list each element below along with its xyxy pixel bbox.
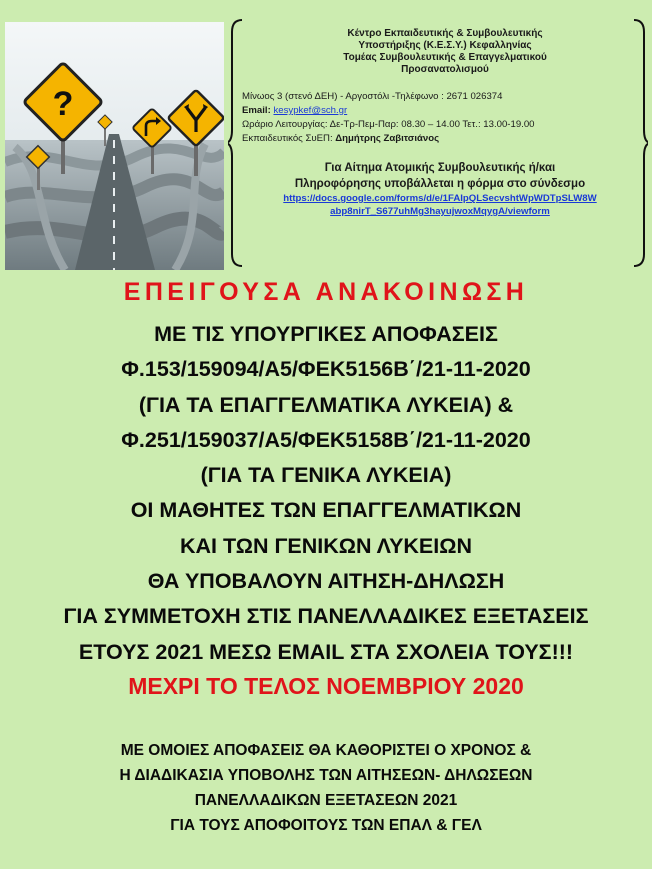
org-line: Υποστήριξης (Κ.Ε.Σ.Υ.) Κεφαλληνίας [358,40,532,51]
org-line: Προσανατολισμού [401,64,489,75]
address-line: Μίνωος 3 (στενό ΔΕΗ) - Αργοστόλι -Τηλέφωνο : 2671 026374 [242,91,503,102]
announcement-line: ΘΑ ΥΠΟΒΑΛΟΥΝ ΑΙΤΗΣΗ-ΔΗΛΩΣΗ [147,569,505,594]
org-line: Κέντρο Εκπαιδευτικής & Συμβουλευτικής [347,28,543,39]
form-link-line[interactable]: https://docs.google.com/forms/d/e/1FAIpQLSecvshtWpWDTpSLW8W [283,193,597,204]
footer-line: ΓΙΑ ΤΟΥΣ ΑΠΟΦΟΙΤΟΥΣ ΤΩΝ ΕΠΑΛ & ΓΕΛ [170,817,482,834]
announcement-line: (ΓΙΑ ΤΑ ΕΠΑΓΓΕΛΜΑΤΙΚΑ ΛΥΚΕΙΑ) & [138,392,514,417]
staff-name: Δημήτρης Ζαβιτσιάνος [335,133,440,144]
email-label: Email: [242,105,274,116]
form-link-line[interactable]: abp8nirT_S677uhMg3hayujwoxMqygA/viewform [330,206,550,217]
announcement-body [0,317,652,670]
organization-name [252,28,638,76]
road-signs-illustration-icon [5,22,224,270]
announcement-line: Φ.153/159094/Α5/ΦΕΚ5156Β΄/21-11-2020 [121,357,531,382]
form-note-line: Πληροφόρησης υποβάλλεται η φόρμα στο σύνδεσμο [294,178,586,190]
footer-line: ΠΑΝΕΛΛΑΔΙΚΩΝ ΕΞΕΤΑΣΕΩΝ 2021 [194,792,458,809]
hours-label: Ωράριο Λειτουργίας: [242,119,330,130]
email-link[interactable]: kesypkef@sch.gr [273,105,348,116]
svg-text:?: ? [52,85,74,123]
form-link[interactable] [242,192,638,218]
announcement-line: (ΓΙΑ ΤΑ ΓΕΝΙΚΑ ΛΥΚΕΙΑ) [200,463,452,488]
footer-note [0,738,652,838]
announcement-line: Φ.251/159037/Α5/ΦΕΚ5158Β΄/21-11-2020 [121,427,531,452]
announcement-line: ΓΙΑ ΣΥΜΜΕΤΟΧΗ ΣΤΙΣ ΠΑΝΕΛΛΑΔΙΚΕΣ ΕΞΕΤΑΣΕΙΣ [63,604,589,629]
form-note [242,160,638,192]
announcement-line: ΚΑΙ ΤΩΝ ΓΕΝΙΚΩΝ ΛΥΚΕΙΩΝ [179,533,473,558]
hours-row [242,118,638,132]
staff-label: Εκπαιδευτικός ΣυΕΠ: [242,133,336,144]
announcement-line: ΕΤΟΥΣ 2021 ΜΕΣΩ EMAIL ΣΤΑ ΣΧΟΛΕΙΑ ΤΟΥΣ!!! [78,639,574,664]
form-note-line: Για Αίτημα Ατομικής Συμβουλευτικής ή/και [324,162,556,174]
hours-value: Δε-Τρ-Πεμ-Παρ: 08.30 – 14.00 Τετ.: 13.00-19.00 [329,119,535,130]
contact-details [242,90,638,146]
footer-line: Η ΔΙΑΔΙΚΑΣΙΑ ΥΠΟΒΟΛΗΣ ΤΩΝ ΑΙΤΗΣΕΩΝ- ΔΗΛΩΣΕΩΝ [119,767,533,784]
contact-info-block [228,18,648,268]
urgent-title: ΕΠΕΙΓΟΥΣΑ ΑΝΑΚΟΙΝΩΣΗ [123,278,529,306]
org-line: Τομέας Συμβουλευτικής & Επαγγελματικού [343,52,547,63]
email-row [242,104,638,118]
announcement-line: ΜΕ ΤΙΣ ΥΠΟΥΡΓΙΚΕΣ ΑΠΟΦΑΣΕΙΣ [154,322,498,346]
footer-line: ΜΕ ΟΜΟΙΕΣ ΑΠΟΦΑΣΕΙΣ ΘΑ ΚΑΘΟΡΙΣΤΕΙ Ο ΧΡΟΝΟΣ & [120,742,532,759]
deadline-text: ΜΕΧΡΙ ΤΟ ΤΕΛΟΣ ΝΟΕΜΒΡΙΟΥ 2020 [128,673,524,699]
staff-row [242,132,638,146]
announcement-line: ΟΙ ΜΑΘΗΤΕΣ ΤΩΝ ΕΠΑΓΓΕΛΜΑΤΙΚΩΝ [130,498,522,523]
